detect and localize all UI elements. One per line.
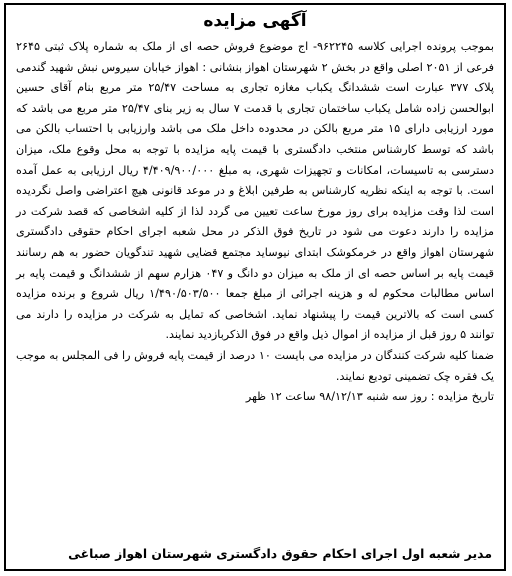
notice-signature: مدیر شعبه اول اجرای احکام حقوق دادگستری شهرستان اهواز صباغی bbox=[68, 546, 492, 561]
auction-notice bbox=[4, 3, 506, 571]
notice-title: آگهی مزایده bbox=[203, 11, 307, 31]
notice-body bbox=[16, 37, 494, 408]
notice-paragraph-main: بموجب پرونده اجرایی کلاسه ۹۶۲۲۴۵- اج موضوع فروش حصه ای از ملک به شماره پلاک ثبتی ۲۶۴۵ فرعی از ۲۰۵۱ اصلی واقع در بخش ۲ شهرستان اهواز بنشانی : اهواز خیابان سیروس نبش شهید گندمی پلاک ۳۷۷ عبارت است ششدانگ یکباب مغازه تجاری به مساحت ۲۵/۴۷ متر مربع بنام آقای حسین ابوالحسن زاده شامل یکباب ساختمان تجاری با قدمت ۷ سال به زیر بنای ۲۵/۴۷ متر مربع می باشد که مورد ارزیابی دارای ۱۵ متر مربع بالکن در محدوده داخل ملک می باشد وارزیابی با احتساب بالکن می باشد که توسط کارشناس منتخب دادگستری با قیمت پایه مزایده با توجه به محل وقوع ملک، میزان دسترسی به تاسیسات، امکانات و تجهیزات شهری، به مبلغ ۴/۴۰۹/۹۰۰/۰۰۰ ریال ارزیابی به عمل آمده است. با توجه به اینکه نظریه کارشناس به طرفین ابلاغ و در موعد قانونی هیچ اعتراضی واصل نگردیده است لذا وقت مزایده برای روز مورخ ساعت تعیین می گردد لذا از کلیه اشخاصی که قصد شرکت در مزایده را دارند دعوت می شود در تاریخ فوق الذکر در محل شعبه اجرای احکام حقوقی دادگستری شهرستان اهواز واقع در خرمکوشک ابتدای نیوساید مجتمع قضایی شهید تندگویان حضور به هم رسانند قیمت پایه بر اساس حصه ای از ملک به میزان دو دانگ و ۰۴۷ هزارم سهم از ششدانگ و قیمت پایه بر اساس مطالبات محکوم له و هزینه اجرائی از مبلغ جمعا ۱/۴۹۰/۵۰۳/۵۰۰ ریال شروع و برنده مزایده کسی است که بالاترین قیمت را پیشنهاد نماید. اشخاصی که تمایل به شرکت در مزایده را دارند می توانند ۵ روز قبل از مزایده از اموال ذیل واقع در فوق الذکربازدید نمایند. bbox=[16, 40, 495, 342]
notice-paragraph-deposit: ضمنا کلیه شرکت کنندگان در مزایده می بایست ۱۰ درصد از قیمت پایه فروش را فی المجلس به موجب یک فقره چک تضمینی تودیع نمایند. bbox=[16, 348, 494, 383]
notice-auction-date: تاریخ مزایده : روز سه شنبه ۹۸/۱۲/۱۳ ساعت ۱۲ ظهر bbox=[245, 390, 494, 404]
